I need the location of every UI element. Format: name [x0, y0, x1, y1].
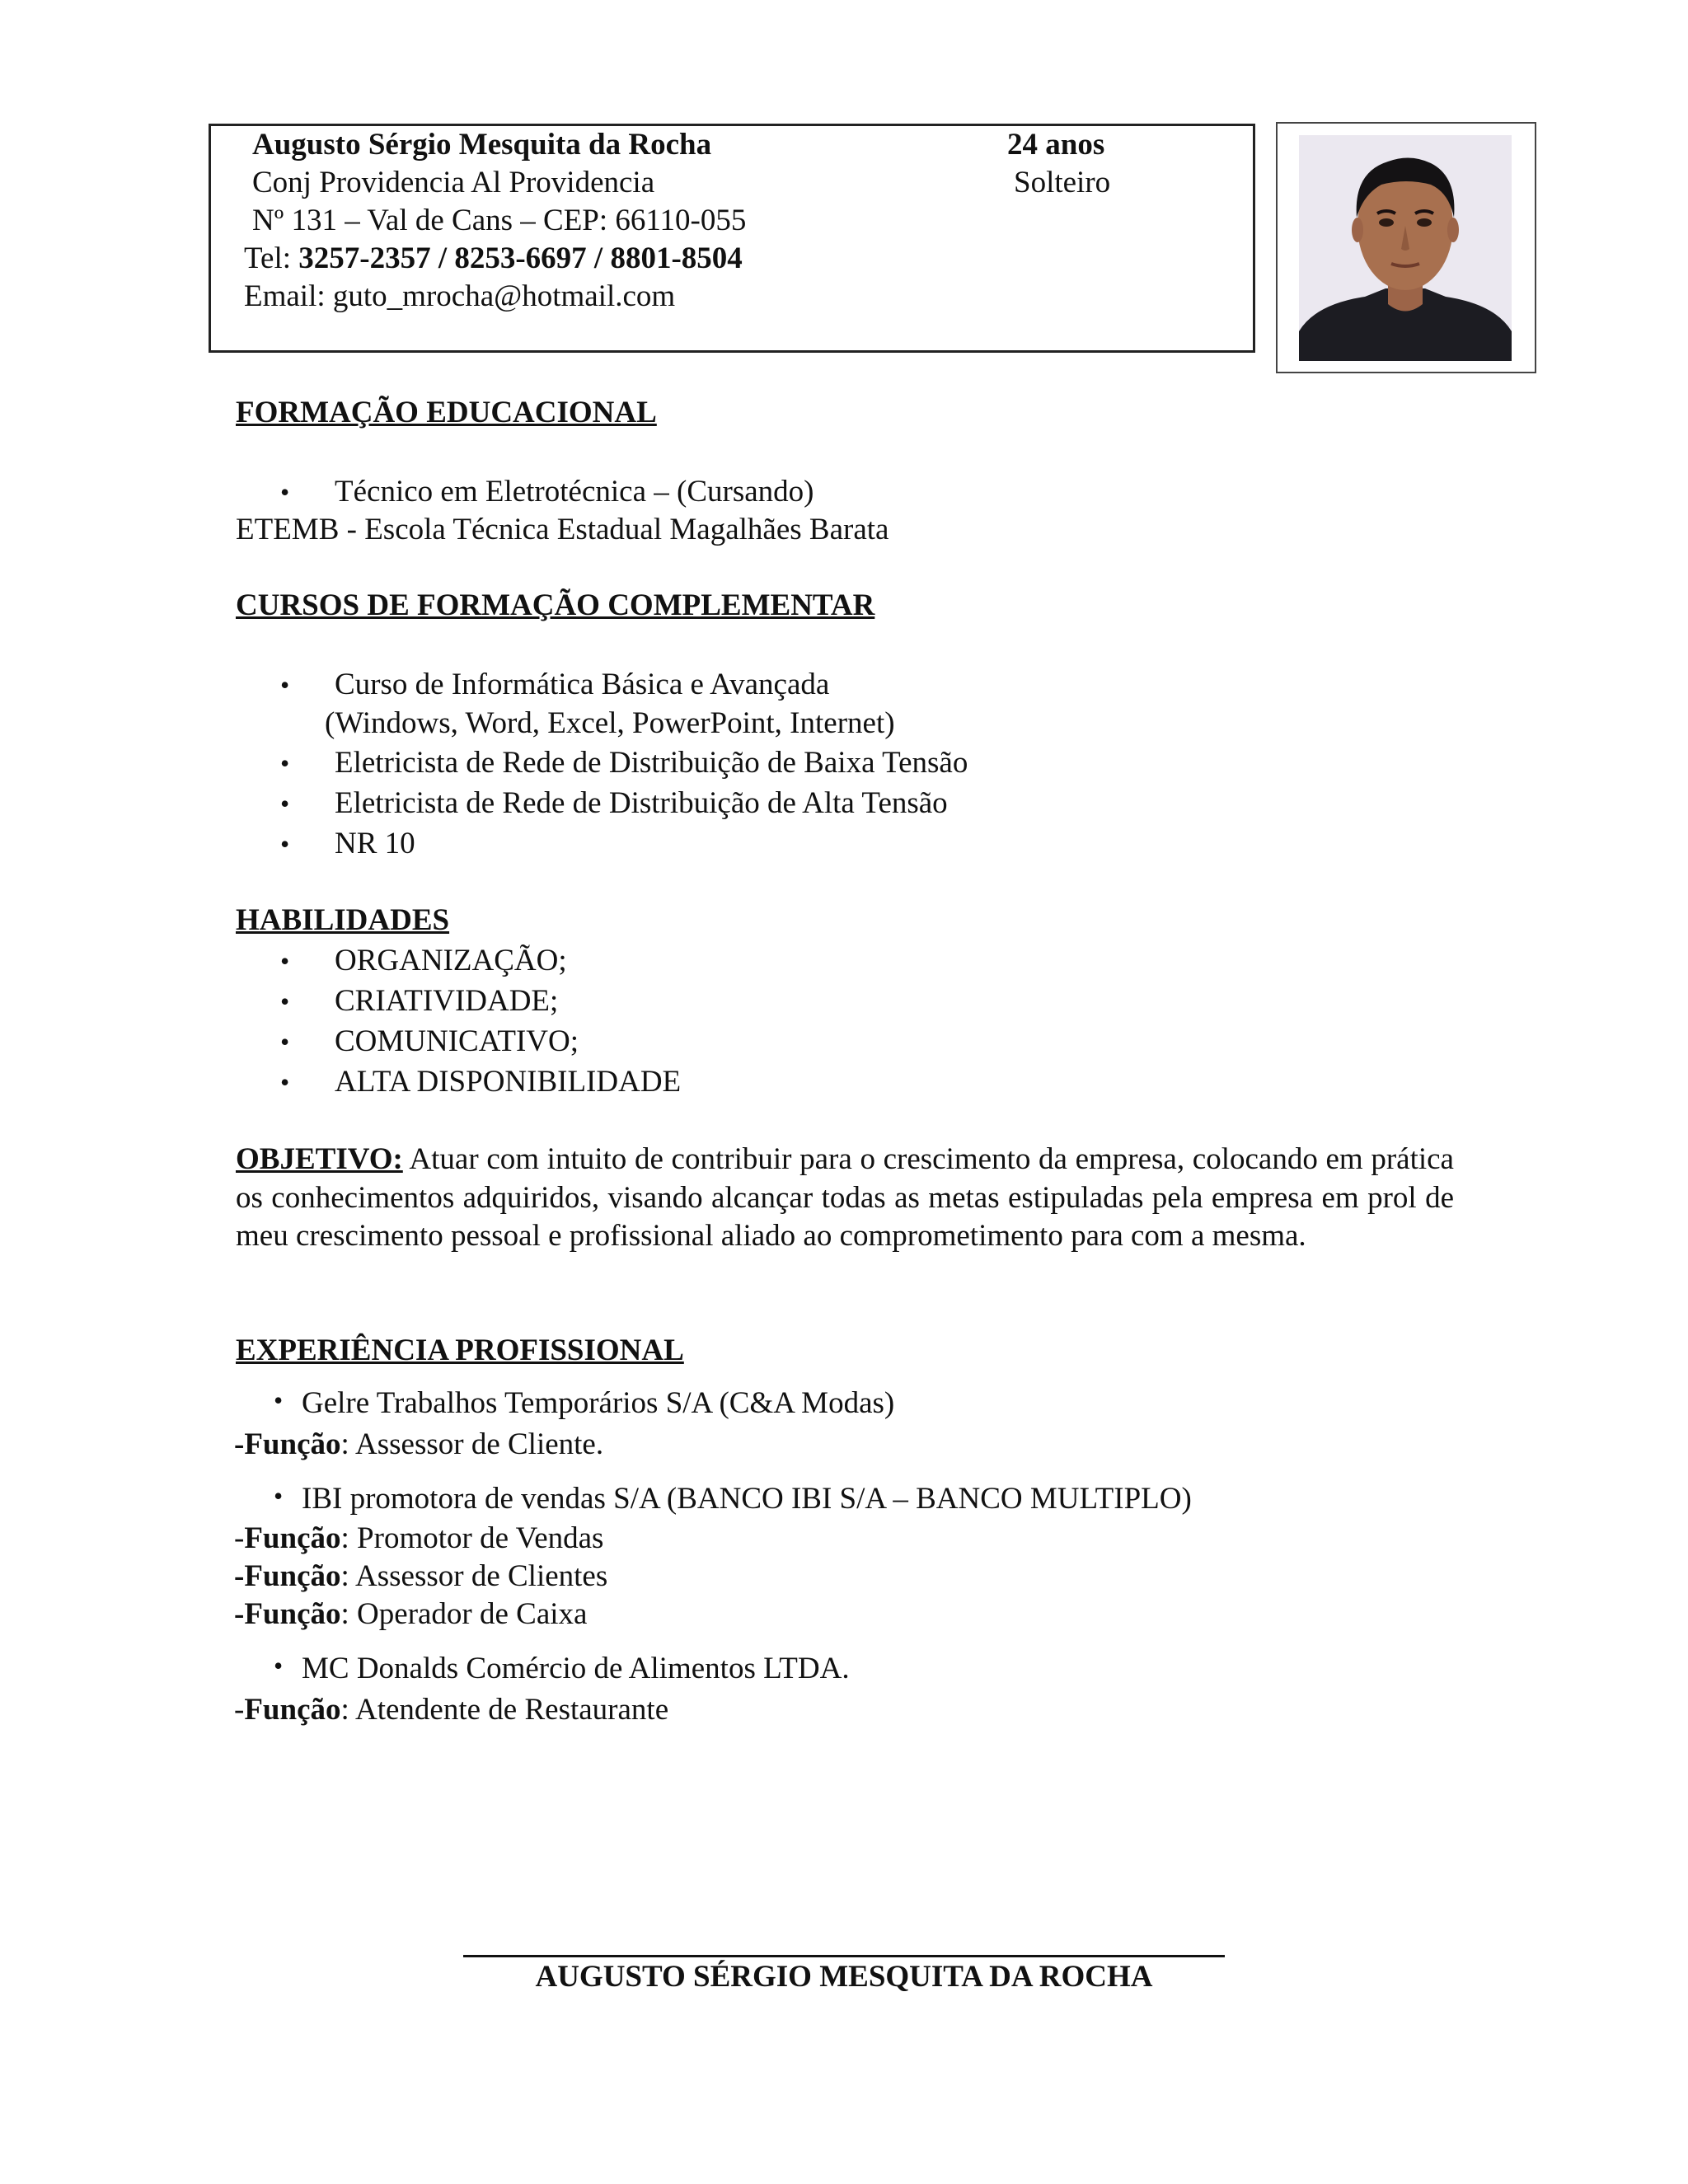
candidate-name: Augusto Sérgio Mesquita da Rocha	[252, 128, 712, 162]
candidate-age: 24 anos	[1007, 128, 1105, 162]
profile-photo	[1299, 135, 1512, 361]
phone-numbers: 3257-2357 / 8253-6697 / 8801-8504	[298, 241, 743, 275]
bullet: •	[274, 1481, 284, 1511]
job-role: : Atendente de Restaurante	[340, 1693, 669, 1727]
objective-label: OBJETIVO:	[236, 1142, 403, 1176]
education-heading: FORMAÇÃO EDUCACIONAL	[236, 396, 657, 429]
job-company: IBI promotora de vendas S/A (BANCO IBI S/A – BANCO MULTIPLO)	[302, 1482, 1192, 1516]
course-item-detail: (Windows, Word, Excel, PowerPoint, Internet)	[325, 706, 895, 740]
skill-item: CRIATIVIDADE;	[335, 984, 559, 1018]
function-label: Função	[244, 1559, 341, 1593]
profile-photo-frame	[1276, 122, 1536, 373]
job-role: : Assessor de Clientes	[340, 1559, 608, 1593]
job-function: -Função: Assessor de Cliente.	[234, 1427, 604, 1461]
course-item: Eletricista de Rede de Distribuição de Baixa Tensão	[335, 746, 968, 780]
phone-line	[244, 240, 743, 278]
job-function: -Função: Atendente de Restaurante	[234, 1693, 669, 1727]
course-item: NR 10	[335, 827, 415, 860]
bullet: •	[280, 1067, 290, 1097]
bullet: •	[280, 789, 290, 818]
objective-paragraph	[236, 1141, 1454, 1256]
job-role: : Assessor de Cliente.	[340, 1427, 604, 1461]
course-item: Curso de Informática Básica e Avançada	[335, 668, 830, 701]
experience-heading: EXPERIÊNCIA PROFISSIONAL	[236, 1333, 684, 1367]
job-function: -Função: Assessor de Clientes	[234, 1559, 608, 1593]
address-line-1: Conj Providencia Al Providencia	[252, 166, 655, 199]
skill-item: ALTA DISPONIBILIDADE	[335, 1065, 682, 1099]
job-company: MC Donalds Comércio de Alimentos LTDA.	[302, 1652, 850, 1685]
bullet: •	[280, 1027, 290, 1057]
job-company: Gelre Trabalhos Temporários S/A (C&A Modas)	[302, 1386, 895, 1420]
function-label: Função	[244, 1597, 341, 1631]
bullet: •	[280, 829, 290, 859]
bullet: •	[280, 946, 290, 976]
email-line: Email: guto_mrocha@hotmail.com	[244, 279, 676, 313]
marital-status: Solteiro	[1014, 166, 1111, 199]
skills-heading: HABILIDADES	[236, 903, 450, 937]
function-label: Função	[244, 1693, 341, 1727]
address-line-2: Nº 131 – Val de Cans – CEP: 66110-055	[252, 204, 747, 237]
function-label: Função	[244, 1521, 341, 1555]
bullet: •	[280, 670, 290, 700]
courses-heading: CURSOS DE FORMAÇÃO COMPLEMENTAR	[236, 588, 875, 622]
job-role: : Promotor de Vendas	[340, 1521, 604, 1555]
function-label: Função	[244, 1427, 341, 1461]
education-school: ETEMB - Escola Técnica Estadual Magalhães Barata	[236, 513, 889, 546]
signature-name: AUGUSTO SÉRGIO MESQUITA DA ROCHA	[535, 1960, 1153, 1994]
bullet: •	[274, 1651, 284, 1680]
objective-text: Atuar com intuito de contribuir para o crescimento da empresa, colocando em prática os conhecimentos adquiridos, visando alcançar todas as metas estipuladas pela empresa em prol de meu crescimento pessoal e profissional aliado ao comprometimento para com a mesma.	[236, 1142, 1454, 1253]
education-item: Técnico em Eletrotécnica – (Cursando)	[335, 475, 814, 509]
bullet: •	[280, 477, 290, 507]
bullet: •	[280, 987, 290, 1016]
bullet: •	[280, 748, 290, 778]
course-item: Eletricista de Rede de Distribuição de Alta Tensão	[335, 786, 948, 820]
job-function: -Função: Promotor de Vendas	[234, 1521, 604, 1555]
skill-item: COMUNICATIVO;	[335, 1024, 579, 1058]
phone-label: Tel:	[244, 241, 299, 275]
job-function: -Função: Operador de Caixa	[234, 1597, 588, 1631]
signature-line	[463, 1955, 1225, 1957]
job-role: : Operador de Caixa	[340, 1597, 588, 1631]
bullet: •	[274, 1385, 284, 1415]
skill-item: ORGANIZAÇÃO;	[335, 944, 567, 977]
